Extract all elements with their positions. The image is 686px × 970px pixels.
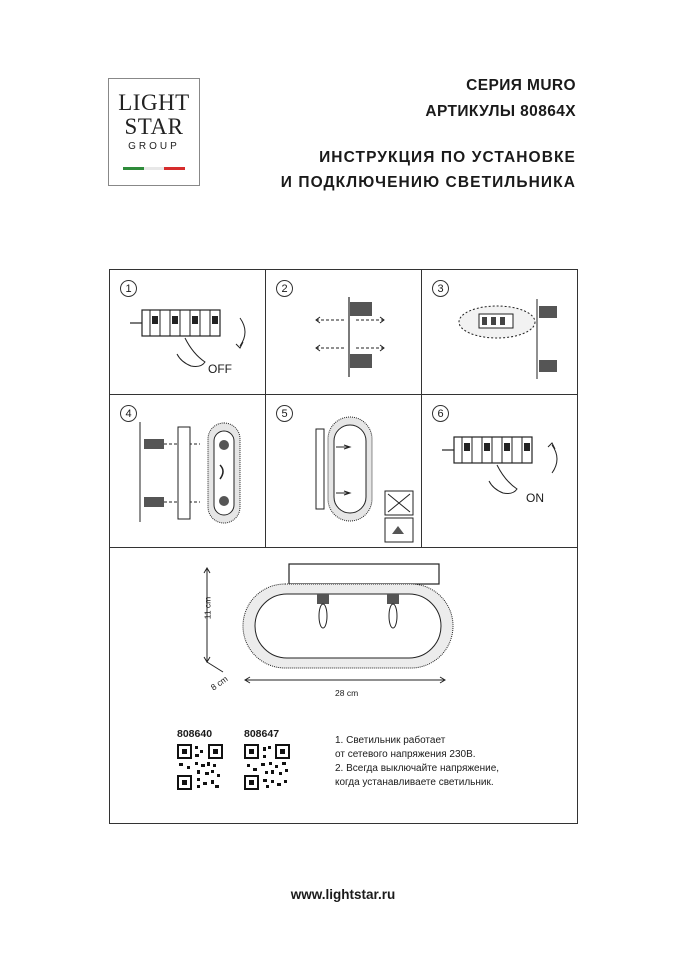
brand-logo	[108, 78, 200, 186]
step-3-panel	[422, 270, 577, 394]
terminal-block-off-illustration	[130, 298, 260, 378]
step-number: 3	[432, 280, 449, 297]
step-number: 4	[120, 405, 137, 422]
note-line: 2. Всегда выключайте напряжение,	[335, 763, 500, 774]
step-6-panel	[422, 395, 577, 547]
title-line-2: И ПОДКЛЮЧЕНИЮ СВЕТИЛЬНИКА	[280, 174, 576, 191]
step-1-panel	[110, 270, 265, 394]
off-label: OFF	[208, 362, 232, 376]
note-line: 1. Светильник работает	[335, 735, 446, 746]
product-dimension-drawing	[195, 560, 465, 690]
article-code: 808640	[177, 728, 213, 740]
screws-and-anchors-illustration	[306, 292, 406, 382]
note-line: от сетевого напряжения 230В.	[335, 749, 476, 760]
note-line: когда устанавливаете светильник.	[335, 777, 494, 788]
depth-dimension: 8 cm	[208, 673, 230, 693]
terminal-block-on-illustration	[442, 425, 572, 505]
height-dimension: 11 cm	[202, 596, 213, 620]
italian-flag-stripe	[123, 167, 185, 170]
step-4-panel	[110, 395, 265, 547]
title-line-1: ИНСТРУКЦИЯ ПО УСТАНОВКЕ	[319, 149, 576, 166]
instruction-grid	[109, 269, 578, 824]
dimensions-panel	[110, 548, 577, 823]
website-link[interactable]: www.lightstar.ru	[290, 887, 396, 902]
logo-text-light: LIGHT	[118, 90, 190, 115]
qr-code[interactable]	[244, 744, 290, 790]
insert-bulbs-illustration	[314, 407, 384, 527]
step-number: 6	[432, 405, 449, 422]
logo-text-star: STAR	[124, 114, 184, 139]
warning-icons	[384, 490, 416, 545]
width-dimension: 28 cm	[335, 688, 359, 698]
mounting-bracket-illustration	[457, 294, 575, 384]
step-5-panel	[266, 395, 421, 547]
article-code: 808647	[244, 728, 280, 740]
qr-code[interactable]	[177, 744, 223, 790]
logo-text-group: GROUP	[128, 141, 180, 152]
series-label: СЕРИЯ MURO	[466, 77, 576, 94]
step-number: 5	[276, 405, 293, 422]
step-number: 2	[276, 280, 293, 297]
step-2-panel	[266, 270, 421, 394]
on-label: ON	[526, 491, 544, 505]
articles-label: АРТИКУЛЫ 80864X	[425, 103, 576, 120]
attach-lamp-illustration	[130, 417, 260, 527]
step-number: 1	[120, 280, 137, 297]
